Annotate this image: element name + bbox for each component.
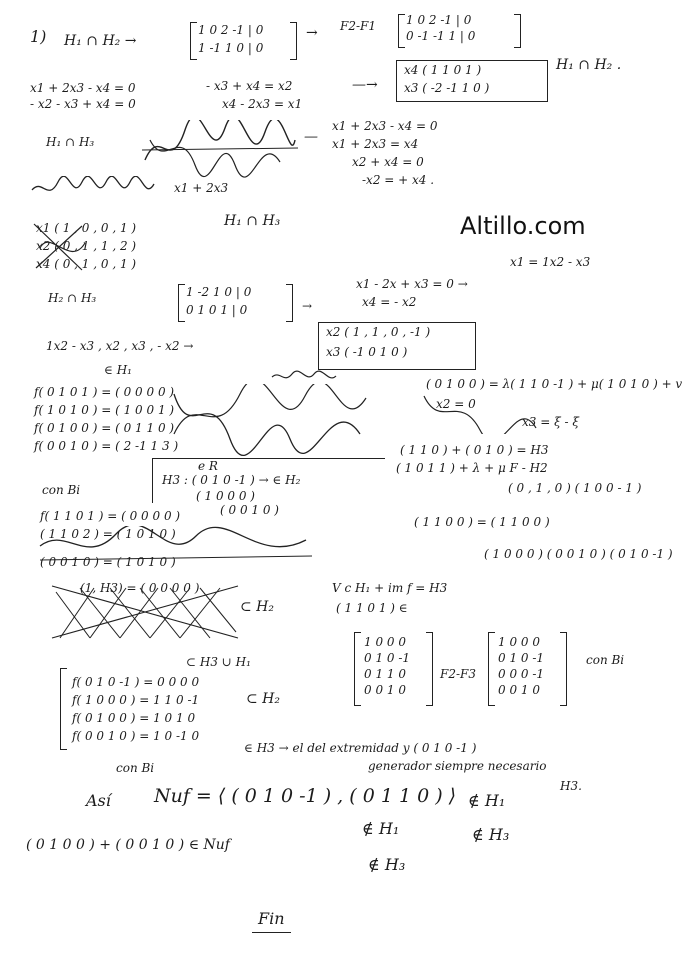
subspace-relation: V c H₁ + im f = H3 xyxy=(332,581,448,595)
equation: x1 + 2x3 - x4 = 0 xyxy=(332,119,438,133)
basis-note: con Bi xyxy=(42,483,81,497)
row-operation: F2-F1 xyxy=(340,19,376,33)
scribble-crossout xyxy=(50,582,240,642)
annotation: e R xyxy=(198,459,218,473)
matrix-bracket-left xyxy=(398,14,405,48)
function-mapping: f( 0 0 1 0 ) = 1 0 -1 0 xyxy=(72,729,200,743)
matrix-row: 0 0 1 0 xyxy=(364,683,406,697)
end-mark: Fin xyxy=(252,910,291,933)
matrix-row: 0 1 0 -1 xyxy=(498,651,545,665)
arrow: — xyxy=(304,129,318,145)
function-mapping: ( 1 1 0 2 ) = ( 1 0 1 0 ) xyxy=(40,527,176,541)
vector-row: x2 ( 0 , 1 , 1 , 2 ) xyxy=(36,239,137,253)
scribble-crossout xyxy=(30,218,90,278)
subspace-membership: ⊂ H3 ∪ H₁ xyxy=(186,655,251,669)
non-membership: ∉ H₁ xyxy=(468,791,506,810)
basis-note: con Bi xyxy=(116,761,155,775)
matrix-bracket-right xyxy=(514,14,521,48)
intersection-h1-h2: H₁ ∩ H₂ → xyxy=(64,33,137,49)
linear-combination: ( 0 , 1 , 0 ) ( 1 0 0 - 1 ) xyxy=(508,481,642,495)
parametric-vector: 1x2 - x3 , x2 , x3 , - x2 → xyxy=(46,339,194,353)
matrix-bracket-left xyxy=(354,632,361,706)
basis-vector: x3 ( -1 0 1 0 ) xyxy=(326,345,408,359)
equation: - x3 + x4 = x2 xyxy=(206,79,293,93)
equation: x1 - 2x + x3 = 0 → xyxy=(356,277,468,291)
scribble-crossout xyxy=(270,370,340,384)
scribble-crossout xyxy=(140,120,300,180)
matrix-bracket-left xyxy=(488,632,495,706)
equation: x2 = 0 xyxy=(436,397,476,411)
subspace-membership: ⊂ H₂ xyxy=(240,599,275,615)
matrix-bracket-right xyxy=(560,632,567,706)
struck-text: x1 + 2x3 xyxy=(174,181,229,195)
linear-combination: ( 0 1 0 0 ) = λ( 1 1 0 -1 ) + μ( 1 0 1 0 ) + v xyxy=(426,377,683,391)
subspace-label: ∈ H₁ xyxy=(104,363,132,377)
equation: x2 + x4 = 0 xyxy=(352,155,424,169)
bracket xyxy=(60,668,67,750)
matrix-row: 0 0 1 0 xyxy=(498,683,540,697)
subspace-label: H₁ ∩ H₃ xyxy=(224,213,281,229)
subspace-label: H₂ ∩ H₃ xyxy=(48,291,97,305)
basis-note: con Bi xyxy=(586,653,625,667)
function-mapping: f( 1 0 1 0 ) = ( 1 0 0 1 ) xyxy=(34,403,175,417)
basis-vectors: ( 1 0 0 0 ) ( 0 0 1 0 ) ( 0 1 0 -1 ) xyxy=(484,547,673,561)
function-mapping: f( 0 1 0 1 ) = ( 0 0 0 0 ) xyxy=(34,385,175,399)
function-mapping: f( 1 1 0 1 ) = ( 0 0 0 0 ) xyxy=(40,509,181,523)
equation: x1 + 2x3 - x4 = 0 xyxy=(30,81,136,95)
subspace-label: H3. xyxy=(560,779,582,793)
equation: - x2 - x3 + x4 = 0 xyxy=(30,97,136,111)
matrix-row: 0 -1 -1 1 | 0 xyxy=(406,29,476,43)
matrix-row: 0 0 0 -1 xyxy=(498,667,545,681)
matrix-bracket-right xyxy=(426,632,433,706)
basis-vector: x4 ( 1 1 0 1 ) xyxy=(404,63,482,77)
matrix-row: 1 0 0 0 xyxy=(364,635,406,649)
matrix-bracket-left xyxy=(190,22,197,60)
arrow: → xyxy=(306,25,318,41)
equation: x4 = - x2 xyxy=(362,295,417,309)
basis-vector: x3 ( -2 -1 1 0 ) xyxy=(404,81,490,95)
watermark: Altillo.com xyxy=(460,212,586,240)
function-mapping: f( 1 0 0 0 ) = 1 1 0 -1 xyxy=(72,693,200,707)
subspace-membership: ⊂ H₂ xyxy=(246,691,281,707)
function-mapping: ( 0 0 1 0 ) = ( 1 0 1 0 ) xyxy=(40,555,176,569)
non-membership: ∉ H₁ xyxy=(362,819,400,838)
vector-equation: ( 1 1 0 0 ) = ( 1 1 0 0 ) xyxy=(414,515,550,529)
vector: ( 1 0 0 0 ) xyxy=(196,489,255,503)
vector: ( 0 0 1 0 ) xyxy=(220,503,279,517)
matrix-row: 0 1 0 -1 xyxy=(364,651,411,665)
sum-membership: ( 0 1 0 0 ) + ( 0 0 1 0 ) ∈ Nuf xyxy=(26,837,230,853)
scribble-crossout xyxy=(170,384,370,458)
basis-vector: x2 ( 1 , 1 , 0 , -1 ) xyxy=(326,325,431,339)
non-membership: ∉ H₃ xyxy=(472,825,510,844)
equation: x1 = 1x2 - x3 xyxy=(510,255,591,269)
matrix-row: 1 0 2 -1 | 0 xyxy=(406,13,472,27)
vector-membership: H3 : ( 0 1 0 -1 ) → ∈ H₂ xyxy=(162,473,301,487)
matrix-bracket-left xyxy=(178,284,185,322)
subspace-label: H₁ ∩ H₂ . xyxy=(556,57,622,73)
non-membership: ∉ H₃ xyxy=(368,855,406,874)
vector-membership: ( 1 1 0 1 ) ∈ xyxy=(336,601,408,615)
matrix-bracket-right xyxy=(290,22,297,60)
matrix-row: 1 -2 1 0 | 0 xyxy=(186,285,252,299)
function-mapping: f( 0 1 0 0 ) = ( 0 1 1 0 ) xyxy=(34,421,175,435)
matrix-row: 1 -1 1 0 | 0 xyxy=(198,41,264,55)
matrix-row: 0 1 1 0 xyxy=(364,667,406,681)
matrix-row: 1 0 0 0 xyxy=(498,635,540,649)
equation: x1 + 2x3 = x4 xyxy=(332,137,419,151)
kernel-result: Nuf = ⟨ ( 0 1 0 -1 ) , ( 0 1 1 0 ) ⟩ xyxy=(154,785,457,807)
matrix-bracket-right xyxy=(286,284,293,322)
function-mapping: f( 0 0 1 0 ) = ( 2 -1 1 3 ) xyxy=(34,439,179,453)
function-mapping: (1, H3) = ( 0 0 0 0 ) xyxy=(80,581,200,595)
scribble-crossout xyxy=(420,390,540,434)
equation: -x2 = + x4 . xyxy=(362,173,435,187)
linear-combination: ( 1 0 1 1 ) + λ + μ F - H2 xyxy=(396,461,548,475)
arrow: —→ xyxy=(352,77,378,93)
subspace-membership: ∈ H3 → el del extremidad y ( 0 1 0 -1 ) xyxy=(244,741,477,755)
vector-row: x1 ( 1 , 0 , 0 , 1 ) xyxy=(36,221,137,235)
function-mapping: f( 0 1 0 -1 ) = 0 0 0 0 xyxy=(72,675,200,689)
linear-combination: ( 1 1 0 ) + ( 0 1 0 ) = H3 xyxy=(400,443,549,457)
function-mapping: f( 0 1 0 0 ) = 1 0 1 0 xyxy=(72,711,196,725)
matrix-row: 1 0 2 -1 | 0 xyxy=(198,23,264,37)
arrow: → xyxy=(302,299,313,313)
vector-row: x4 ( 0 , 1 , 0 , 1 ) xyxy=(36,257,137,271)
conclusion-word: Así xyxy=(86,791,111,810)
equation: x3 = ξ - ξ xyxy=(522,415,579,429)
note: generador siempre necesario xyxy=(368,759,547,773)
matrix-row: 0 1 0 1 | 0 xyxy=(186,303,248,317)
item-number: 1) xyxy=(30,27,47,46)
row-operation: F2-F3 xyxy=(440,667,476,681)
equation: x4 - 2x3 = x1 xyxy=(222,97,303,111)
subspace-label: H₁ ∩ H₃ xyxy=(46,135,95,149)
